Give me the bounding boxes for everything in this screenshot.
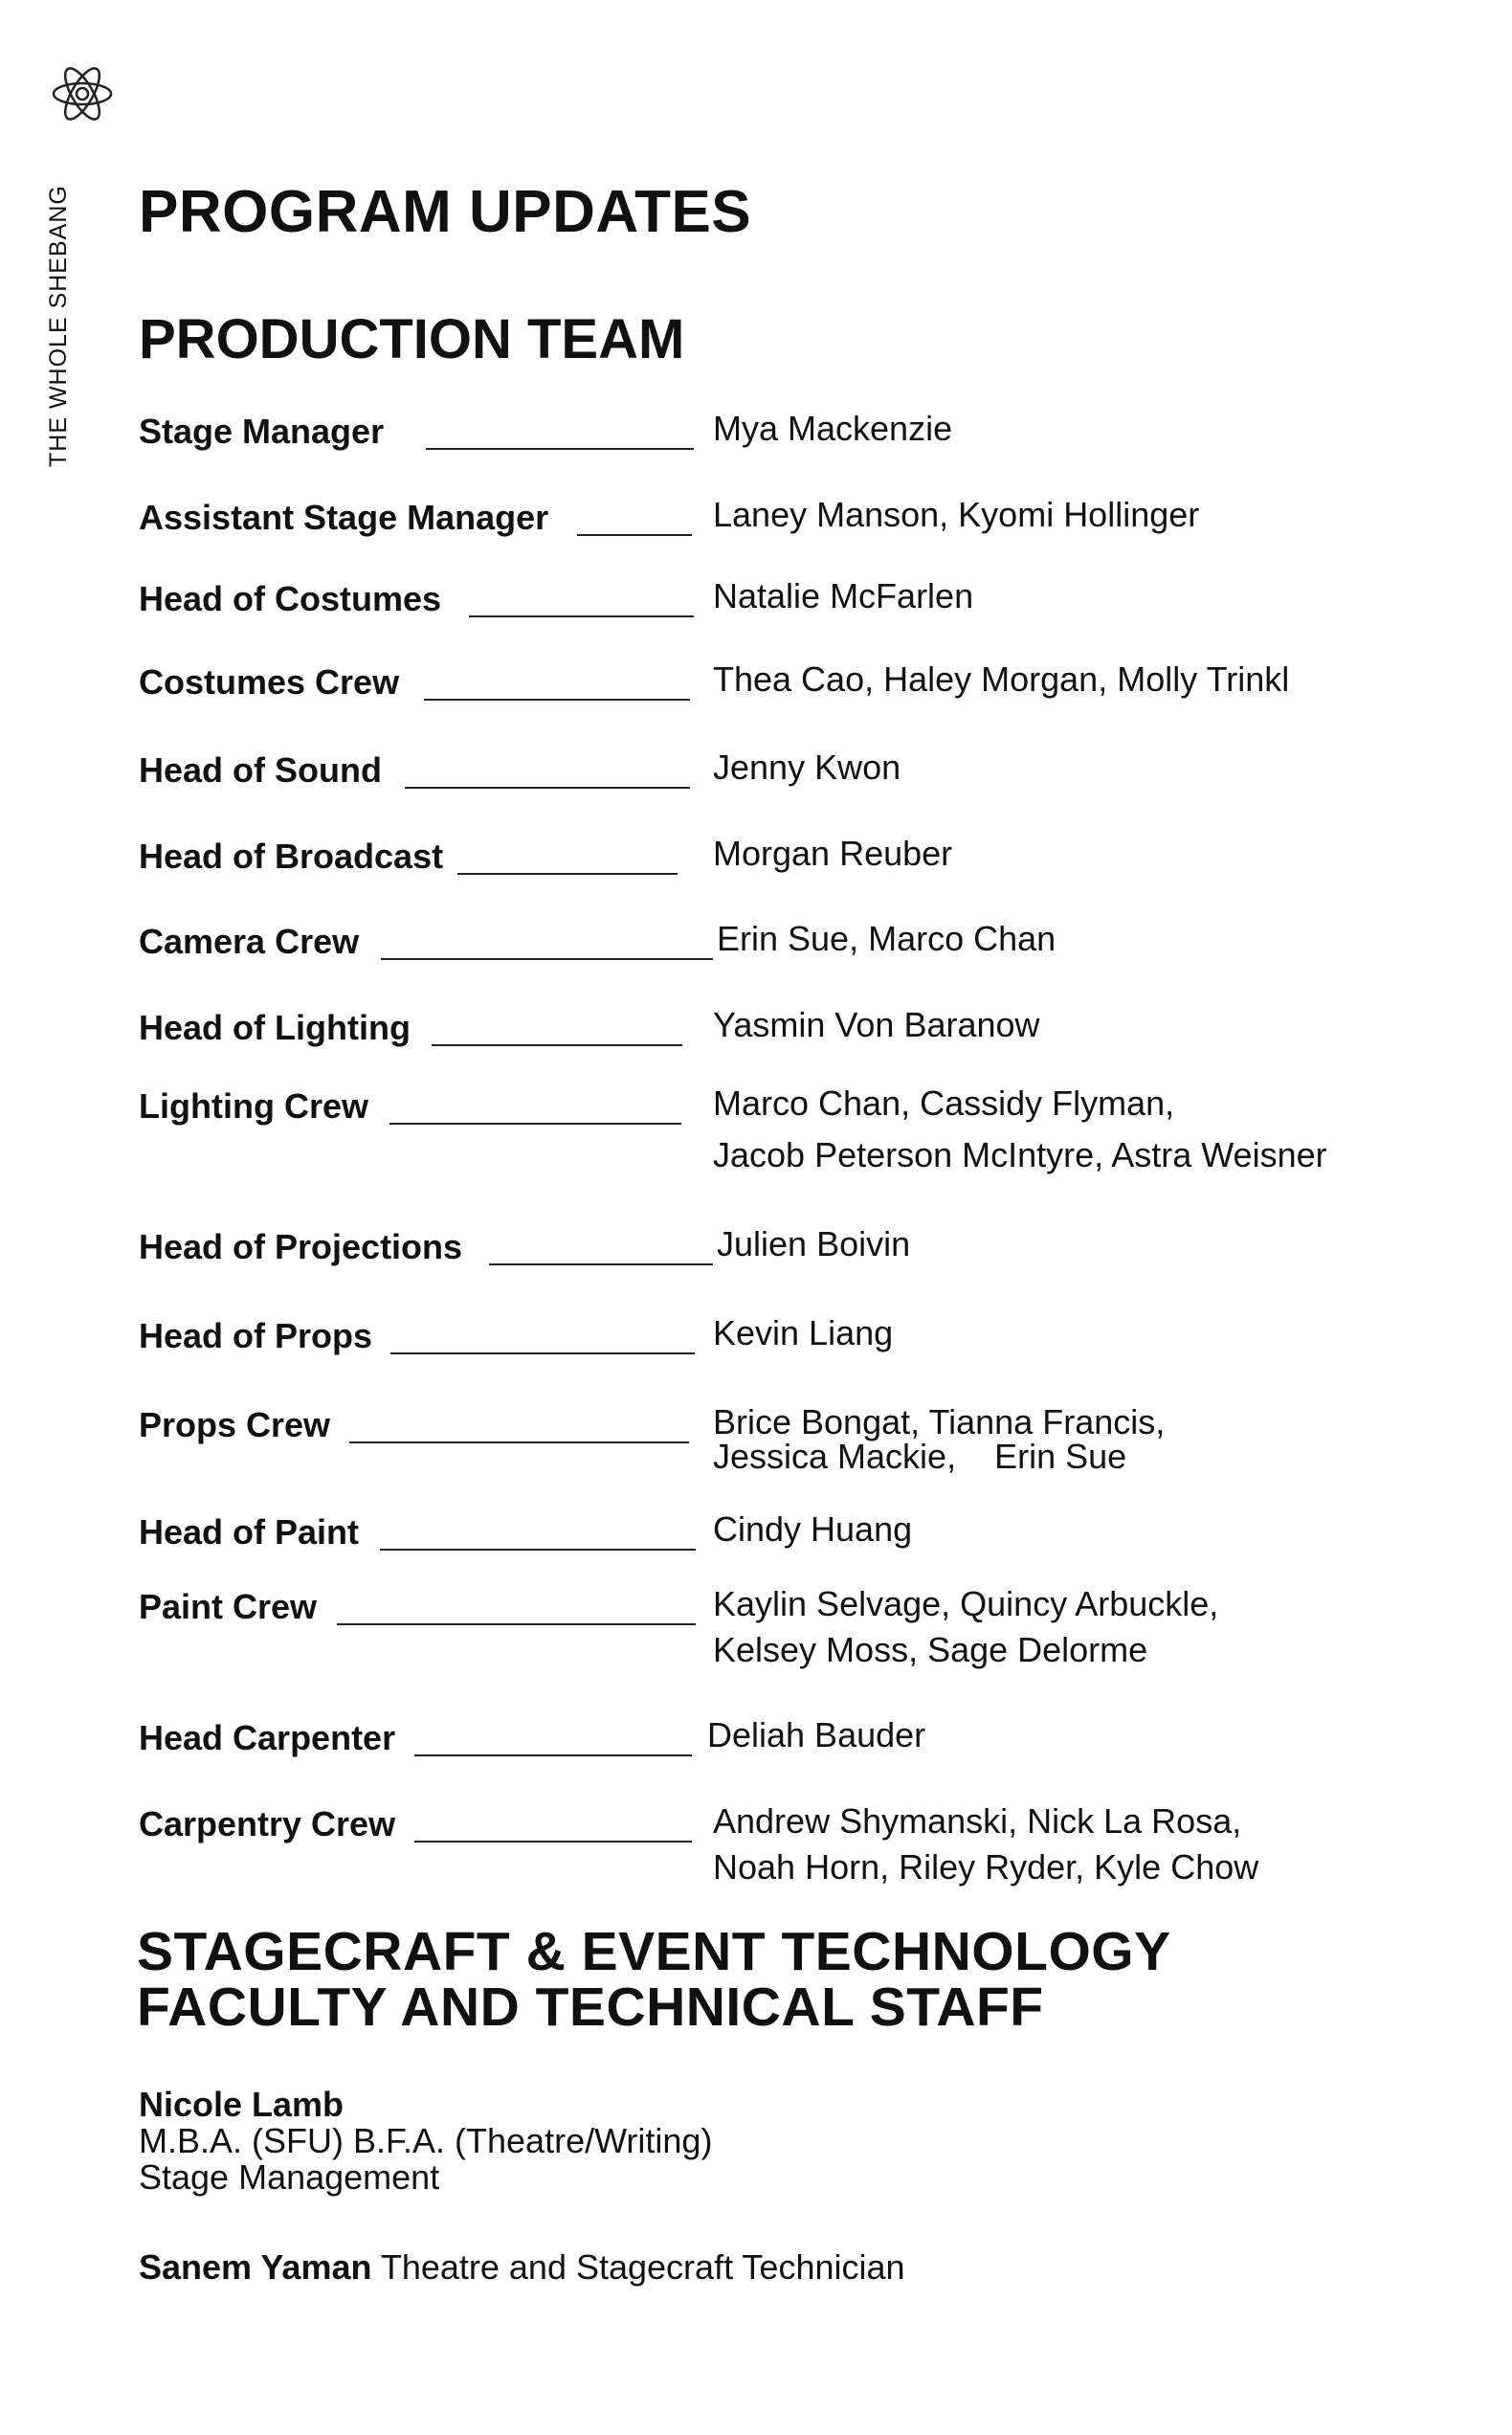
role-names: Yasmin Von Baranow [713,1005,1040,1044]
role-names: Mya Mackenzie [713,409,953,448]
role-names: Andrew Shymanski, Nick La Rosa, Noah Horn, Riley Ryder, Kyle Chow [713,1801,1259,1887]
crew-row-head-of-costumes [139,576,1373,637]
crew-row-head-of-projections [139,1224,1373,1285]
crew-row-props-crew [139,1402,1373,1476]
crew-row-lighting-crew [139,1083,1373,1174]
crew-row-carpentry-crew [139,1801,1373,1887]
crew-row-stage-manager [139,409,1373,469]
role-label: Camera Crew [139,922,360,961]
crew-row-costumes-crew [139,659,1373,720]
staff-member-sanem-yaman [139,2249,905,2286]
role-names: Natalie McFarlen [713,576,974,615]
role-label: Assistant Stage Manager [139,498,549,537]
role-names: Marco Chan, Cassidy Flyman, Jacob Peterson McIntyre, Astra Weisner [713,1083,1327,1174]
role-label: Head of Props [139,1316,373,1355]
role-label: Lighting Crew [139,1086,368,1126]
role-names: Laney Manson, Kyomi Hollinger [713,495,1200,534]
staff-name: Nicole Lamb [139,2085,345,2124]
role-label: Head Carpenter [139,1718,396,1757]
role-label: Head of Projections [139,1227,463,1266]
role-label: Head of Broadcast [139,837,444,876]
role-names: Thea Cao, Haley Morgan, Molly Trinkl [713,659,1290,699]
crew-row-head-of-broadcast [139,834,1373,894]
staff-name: Sanem Yaman [139,2247,372,2287]
leader-line [349,1441,689,1443]
role-label: Head of Costumes [139,579,442,618]
crew-row-head-of-lighting [139,1005,1373,1065]
role-names: Erin Sue, Marco Chan [717,919,1056,958]
role-label: Carpentry Crew [139,1804,396,1843]
leader-line [457,873,678,875]
staff-member-nicole-lamb [139,2087,712,2196]
crew-row-head-of-props [139,1313,1373,1374]
role-label: Head of Sound [139,750,382,790]
leader-line [405,787,690,789]
leader-line [337,1623,696,1625]
leader-line [381,958,713,960]
staff-credentials: M.B.A. (SFU) B.F.A. (Theatre/Writing) [139,2121,713,2160]
faculty-heading: STAGECRAFT & EVENT TECHNOLOGY FACULTY AND TECHNICAL STAFF [137,1921,1171,2038]
page-heading: PROGRAM UPDATES [139,179,752,245]
role-names: Jenny Kwon [713,748,901,787]
role-names: Brice Bongat, Tianna Francis, Jessica Mackie, Erin Sue [713,1402,1166,1476]
staff-position: Theatre and Stagecraft Technician [380,2247,905,2287]
crew-row-head-of-sound [139,750,1373,808]
leader-line [424,699,690,701]
crew-row-head-carpenter [139,1715,1373,1776]
leader-line [414,1754,692,1756]
crew-row-paint-crew [139,1584,1373,1669]
role-label: Stage Manager [139,412,385,451]
crew-row-head-of-paint [139,1509,1373,1570]
crew-row-assistant-stage-manager [139,495,1373,555]
leader-line [380,1549,696,1551]
role-names: Deliah Bauder [707,1715,926,1754]
production-team-heading: PRODUCTION TEAM [139,308,685,370]
role-label: Props Crew [139,1405,331,1444]
crew-row-camera-crew [139,919,1373,979]
atom-logo-icon [48,59,117,128]
leader-line [577,534,692,536]
leader-line [432,1044,682,1046]
role-names: Kevin Liang [713,1313,894,1352]
role-names: Julien Boivin [717,1224,911,1263]
leader-line [389,1123,681,1125]
leader-line [469,615,694,617]
role-label: Head of Lighting [139,1008,411,1047]
leader-line [426,448,694,450]
leader-line [414,1841,692,1843]
side-title: THE WHOLE SHEBANG [45,185,72,467]
leader-line [390,1352,695,1354]
role-label: Paint Crew [139,1587,318,1626]
staff-position: Stage Management [139,2157,440,2197]
role-label: Head of Paint [139,1512,360,1552]
role-names: Kaylin Selvage, Quincy Arbuckle, Kelsey Moss, Sage Delorme [713,1584,1219,1669]
role-label: Costumes Crew [139,662,400,702]
role-names: Morgan Reuber [713,834,953,873]
leader-line [489,1263,713,1265]
role-names: Cindy Huang [713,1509,913,1549]
